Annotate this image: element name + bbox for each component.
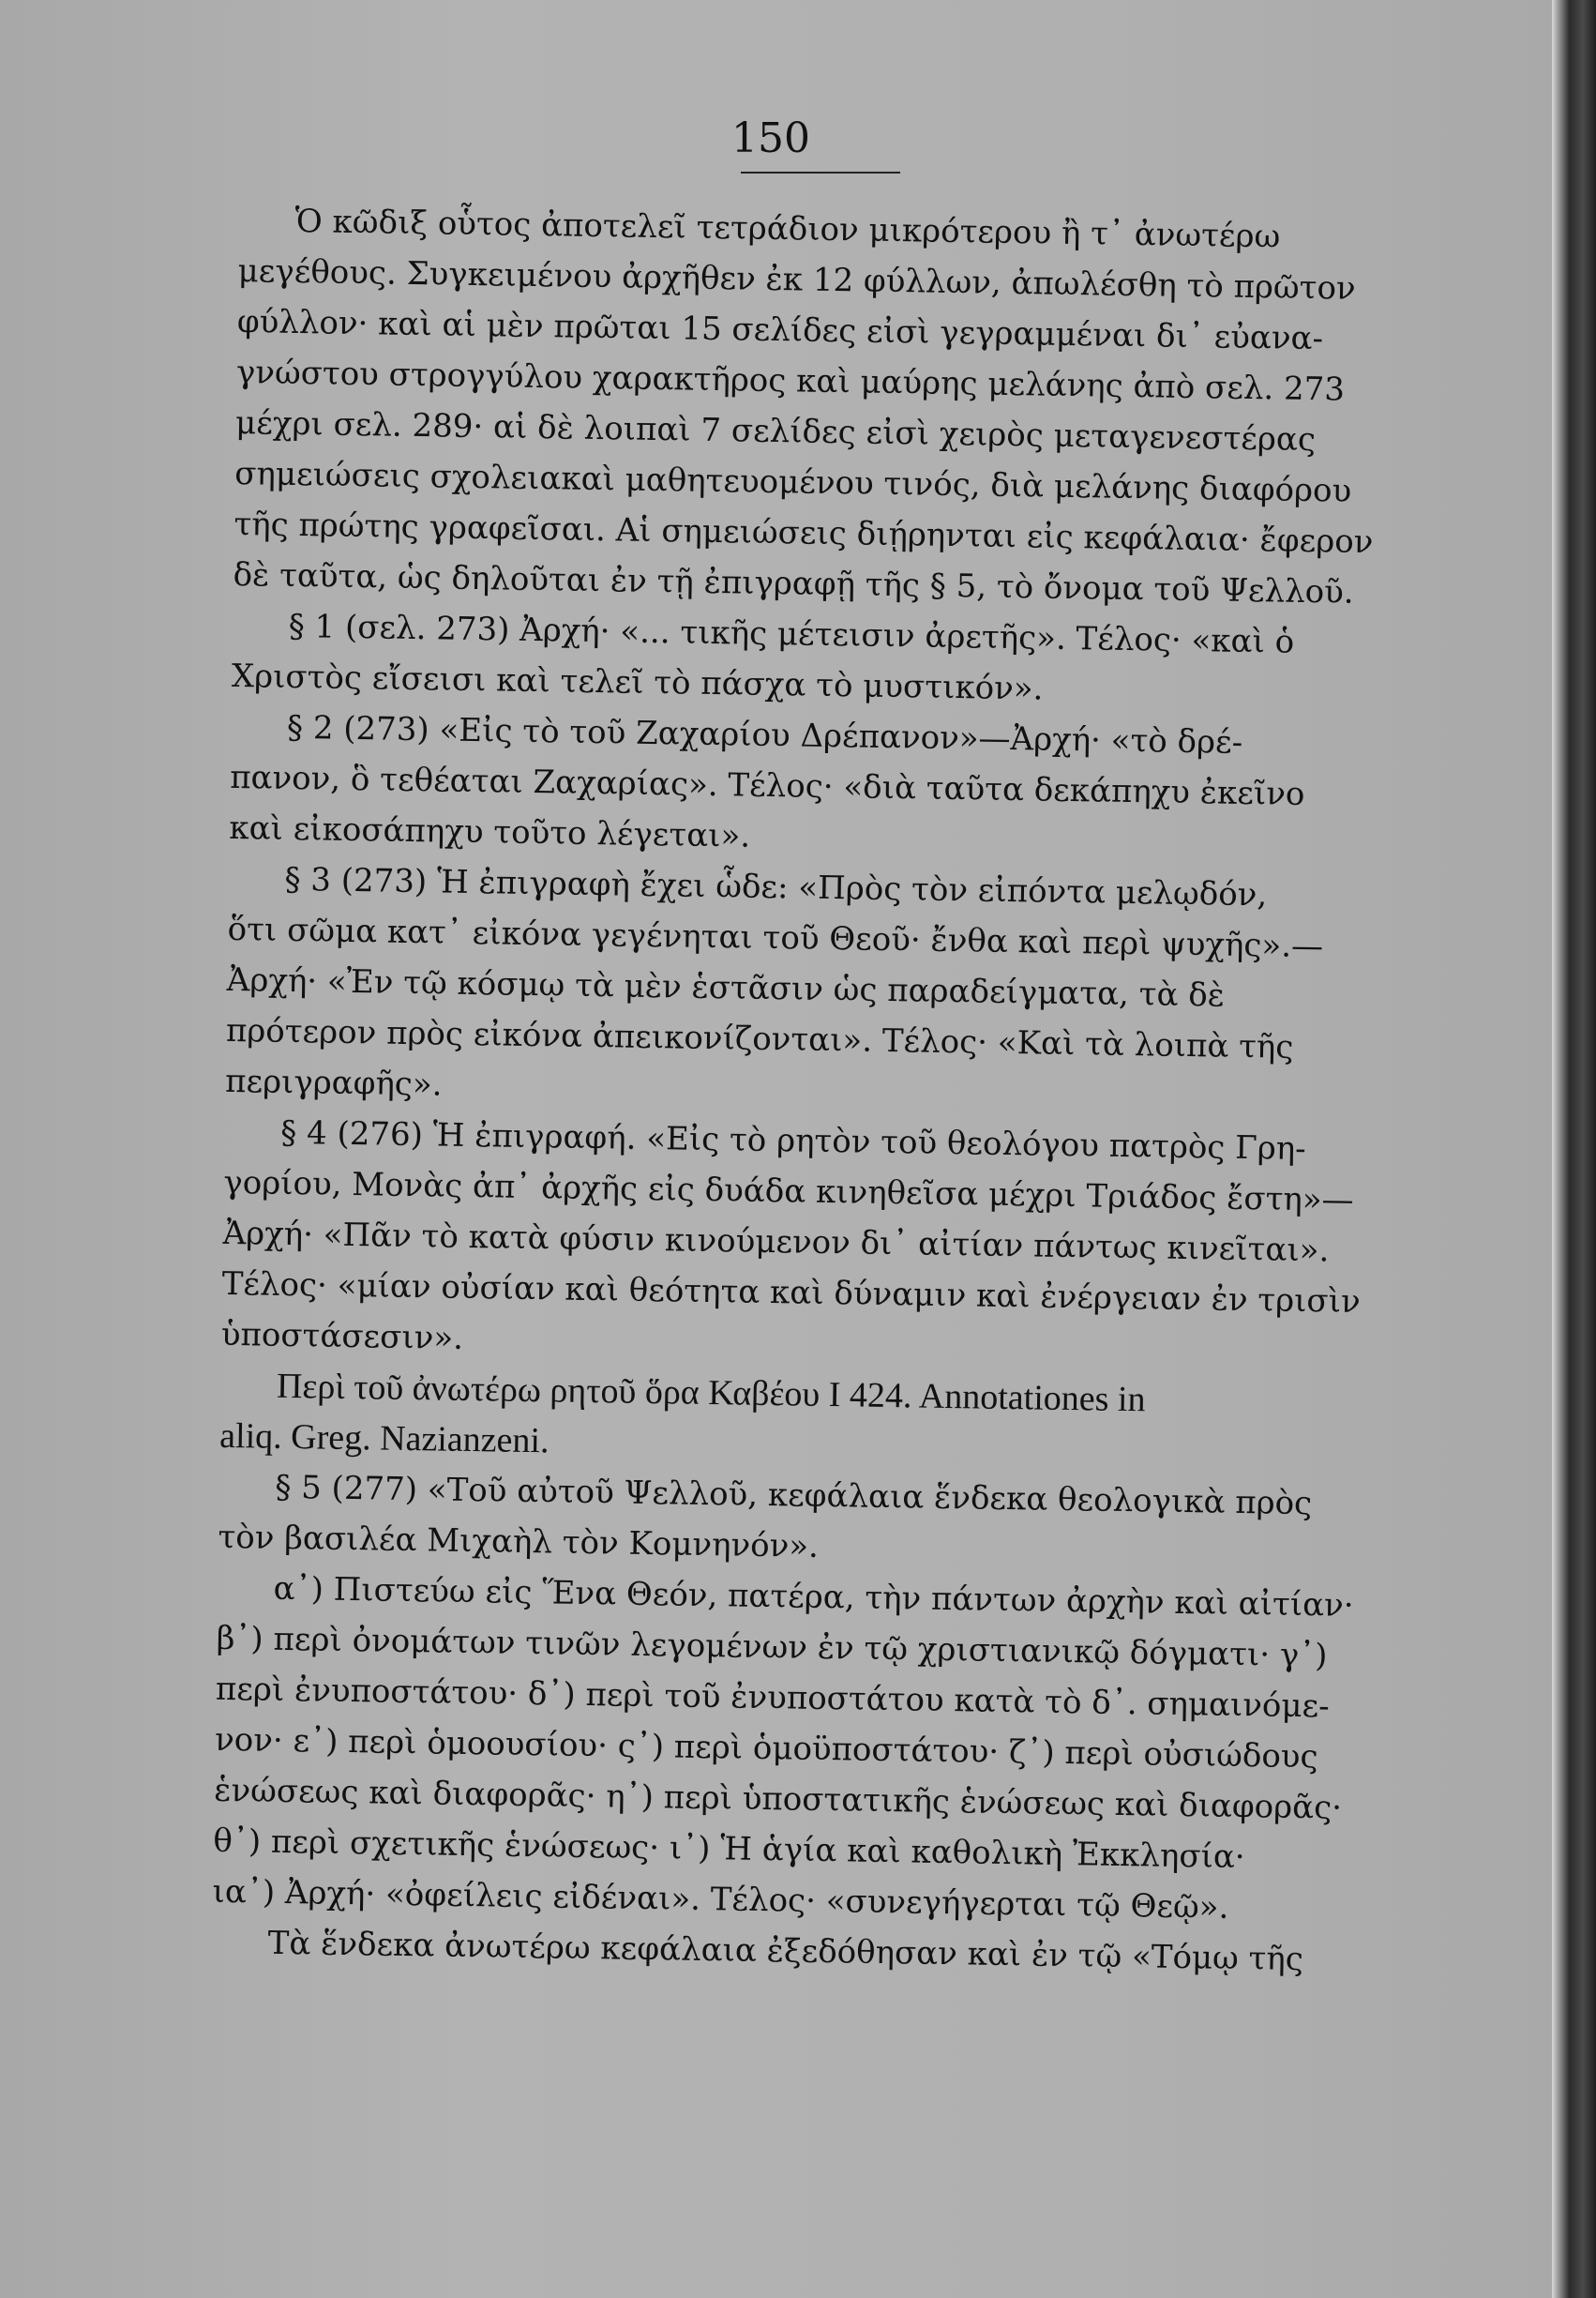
text-line: πανον, ὃ τεθέαται Ζαχαρίας». Τέλος· «διὰ ταῦτα δεκάπηχυ ἐκεῖνο: [229, 758, 1305, 813]
header-rule: [741, 172, 900, 174]
book-spine: [1552, 0, 1596, 2298]
text-line: φύλλον· καὶ αἱ μὲν πρῶται 15 σελίδες εἰσὶ γεγραμμέναι δι᾽ εὐανα-: [236, 302, 1324, 358]
text-line: § 1 (σελ. 273) Ἀρχή· «... τικῆς μέτεισιν ἀρετῆς». Τέλος· «καὶ ὁ: [288, 607, 1295, 661]
text-line: ὅτι σῶμα κατ᾽ εἰκόνα γεγένηται τοῦ Θεοῦ· ἔνθα καὶ περὶ ψυχῆς».—: [227, 910, 1324, 966]
body-text: [211, 195, 1374, 1986]
text-line: περιγραφῆς».: [224, 1062, 443, 1104]
text-line: γνώστου στρογγύλου χαρακτῆρος καὶ μαύρης μελάνης ἀπὸ σελ. 273: [235, 353, 1346, 409]
text-line: § 5 (277) «Τοῦ αὐτοῦ Ψελλοῦ, κεφάλαια ἕνδεκα θεολογικὰ πρὸς: [275, 1468, 1313, 1523]
text-line: μέχρι σελ. 289· αἱ δὲ λοιπαὶ 7 σελίδες εἰσὶ χειρὸς μεταγενεστέρας: [234, 403, 1317, 460]
page-number: 150: [731, 114, 810, 162]
text-line: § 3 (273) Ἡ ἐπιγραφὴ ἔχει ὧδε: «Πρὸς τὸν εἰπόντα μελῳδόν,: [284, 860, 1268, 915]
text-line: Ἀρχή· «Πᾶν τὸ κατὰ φύσιν κινούμενον δι᾽ αἰτίαν πάντως κινεῖται».: [222, 1214, 1330, 1270]
text-line: aliq. Greg. Nazianzeni.: [218, 1415, 550, 1461]
text-line: πρότερον πρὸς εἰκόνα ἀπεικονίζονται». Τέλος· «Καὶ τὰ λοιπὰ τῆς: [225, 1011, 1294, 1066]
text-line: νον· ε᾽) περὶ ὁμοουσίου· ς᾽) περὶ ὁμοϋποστάτου· ζ᾽) περὶ οὐσιώδους: [214, 1720, 1318, 1776]
text-line: ια᾽) Ἀρχή· «ὀφείλεις εἰδέναι». Τέλος· «συνεγήγερται τῷ Θεῷ».: [212, 1872, 1229, 1927]
text-line: καὶ εἰκοσάπηχυ τοῦτο λέγεται».: [229, 809, 751, 855]
text-line: § 2 (273) «Εἰς τὸ τοῦ Ζαχαρίου Δρέπανον»—Ἀρχή· «τὸ δρέ-: [286, 708, 1243, 762]
text-line: περὶ ἐνυποστάτου· δ᾽) περὶ τοῦ ἐνυποστάτου κατὰ τὸ δ᾽. σημαινόμε-: [215, 1670, 1330, 1726]
text-line: θ᾽) περὶ σχετικῆς ἑνώσεως· ι᾽) Ἡ ἁγία καὶ καθολικὴ Ἐκκλησία·: [213, 1822, 1245, 1877]
text-line: τὸν βασιλέα Μιχαὴλ τὸν Κομνηνόν».: [218, 1518, 820, 1565]
text-line: Τὰ ἕνδεκα ἀνωτέρω κεφάλαια ἐξεδόθησαν καὶ ἐν τῷ «Τόμῳ τῆς: [267, 1924, 1304, 1979]
text-line: Ὁ κῶδιξ οὗτος ἀποτελεῖ τετράδιον μικρότερου ἢ τ᾽ ἀνωτέρω: [294, 202, 1281, 256]
text-line: β᾽) περὶ ὀνομάτων τινῶν λεγομένων ἐν τῷ χριστιανικῷ δόγματι· γ᾽): [216, 1619, 1328, 1675]
text-line: δὲ ταῦτα, ὡς δηλοῦται ἐν τῇ ἐπιγραφῇ τῆς § 5, τὸ ὄνομα τοῦ Ψελλοῦ.: [233, 555, 1354, 612]
text-line: § 4 (276) Ἡ ἐπιγραφή. «Εἰς τὸ ρητὸν τοῦ θεολόγου πατρὸς Γρη-: [279, 1113, 1306, 1168]
text-line: ὑποστάσεσιν».: [220, 1315, 464, 1357]
text-line: Χριστὸς εἴσεισι καὶ τελεῖ τὸ πάσχα τὸ μυστικόν».: [231, 657, 1044, 708]
text-line: γορίου, Μονὰς ἀπ᾽ ἀρχῆς εἰς δυάδα κινηθεῖσα μέχρι Τριάδος ἔστη»—: [223, 1163, 1354, 1219]
text-line: Τέλος· «μίαν οὐσίαν καὶ θεότητα καὶ δύναμιν καὶ ἐνέργειαν ἐν τρισὶν: [221, 1264, 1361, 1321]
text-line: μεγέθους. Συγκειμένου ἀρχῆθεν ἐκ 12 φύλλων, ἀπωλέσθη τὸ πρῶτον: [237, 251, 1356, 308]
text-line: ἑνώσεως καὶ διαφορᾶς· η᾽) περὶ ὑποστατικῆς ἑνώσεως καὶ διαφορᾶς·: [213, 1771, 1343, 1827]
text-line: Ἀρχή· «Ἐν τῷ κόσμῳ τὰ μὲν ἑστᾶσιν ὡς παραδείγματα, τὰ δὲ: [226, 960, 1226, 1015]
text-line: σημειώσεις σχολειακαὶ μαθητευομένου τινός, διὰ μελάνης διαφόρου: [234, 454, 1352, 510]
text-line: α᾽) Πιστεύω εἰς Ἕνα Θεόν, πατέρα, τὴν πάντων ἀρχὴν καὶ αἰτίαν·: [273, 1569, 1354, 1625]
text-line: τῆς πρώτης γραφεῖσαι. Αἱ σημειώσεις διῄρηνται εἰς κεφάλαια· ἔφερον: [233, 505, 1374, 562]
text-line: Περὶ τοῦ ἀνωτέρω ρητοῦ ὅρα Καβέου I 424. Annotationes in: [276, 1366, 1146, 1420]
